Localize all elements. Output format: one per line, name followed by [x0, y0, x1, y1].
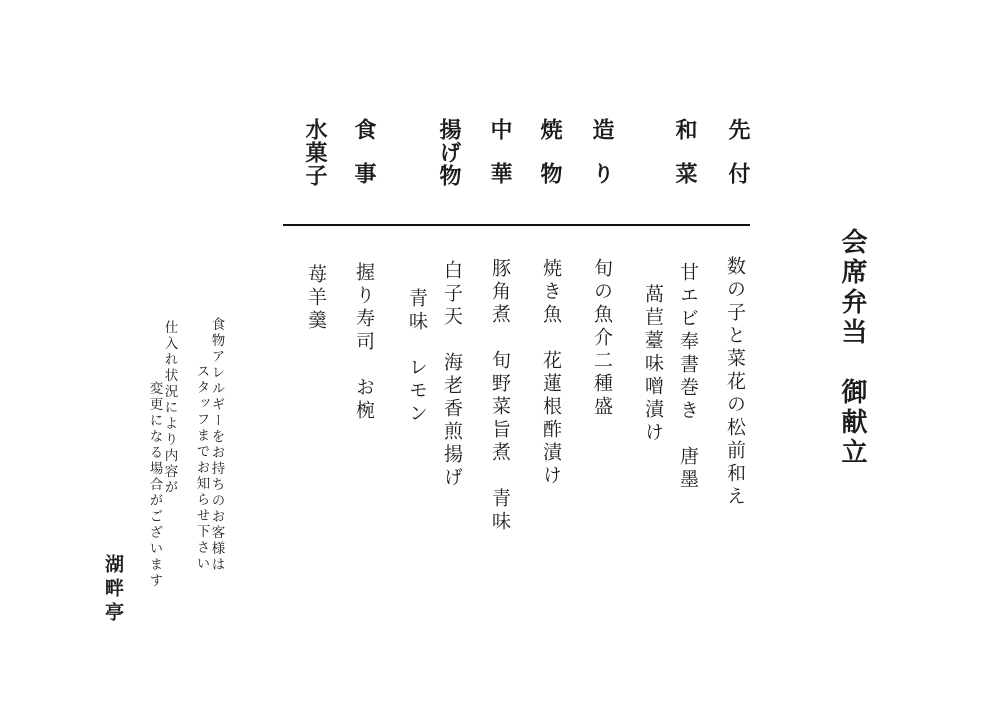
menu-item-wasai-2: 萵苣薹味噌漬け	[642, 284, 664, 445]
section-header-yakimono: 焼物	[537, 118, 563, 206]
section-header-chuka: 中華	[487, 118, 513, 206]
menu-title: 会席弁当 御献立	[837, 228, 867, 468]
section-header-sakizuke: 先付	[725, 118, 751, 206]
separator-line	[283, 224, 750, 226]
note-line-supply-2: 変更になる場合がございます	[146, 381, 163, 589]
menu-item-tsukuri-1: 旬の魚介二種盛	[591, 258, 613, 419]
menu-item-wasai-1: 甘エビ奉書巻き 唐墨	[677, 262, 699, 492]
note-line-allergy-2: スタッフまでお知らせ下さい	[193, 364, 210, 572]
note-line-supply-1: 仕入れ状況により内容が	[161, 320, 178, 496]
menu-item-yakimono-1: 焼き魚 花蓮根酢漬け	[540, 258, 562, 488]
menu-item-agemono-1: 白子天 海老香煎揚げ	[441, 260, 463, 490]
menu-item-mizugashi-1: 苺羊羹	[305, 264, 327, 333]
menu-item-sakizuke-1: 数の子と菜花の松前和え	[724, 256, 746, 509]
section-header-agemono: 揚げ物	[436, 118, 462, 187]
menu-item-chuka-1: 豚角煮 旬野菜旨煮 青味	[489, 258, 511, 534]
note-line-allergy-1: 食物アレルギーをお持ちのお客様は	[208, 317, 225, 573]
section-header-shokuji: 食事	[351, 118, 377, 206]
section-header-mizugashi: 水菓子	[302, 118, 328, 187]
menu-item-shokuji-1: 握り寿司 お椀	[353, 262, 375, 423]
section-header-wasai: 和菜	[672, 118, 698, 206]
restaurant-signature: 湖畔亭	[102, 554, 124, 626]
section-header-tsukuri: 造り	[589, 118, 615, 206]
menu-item-agemono-2: 青味 レモン	[406, 288, 428, 426]
